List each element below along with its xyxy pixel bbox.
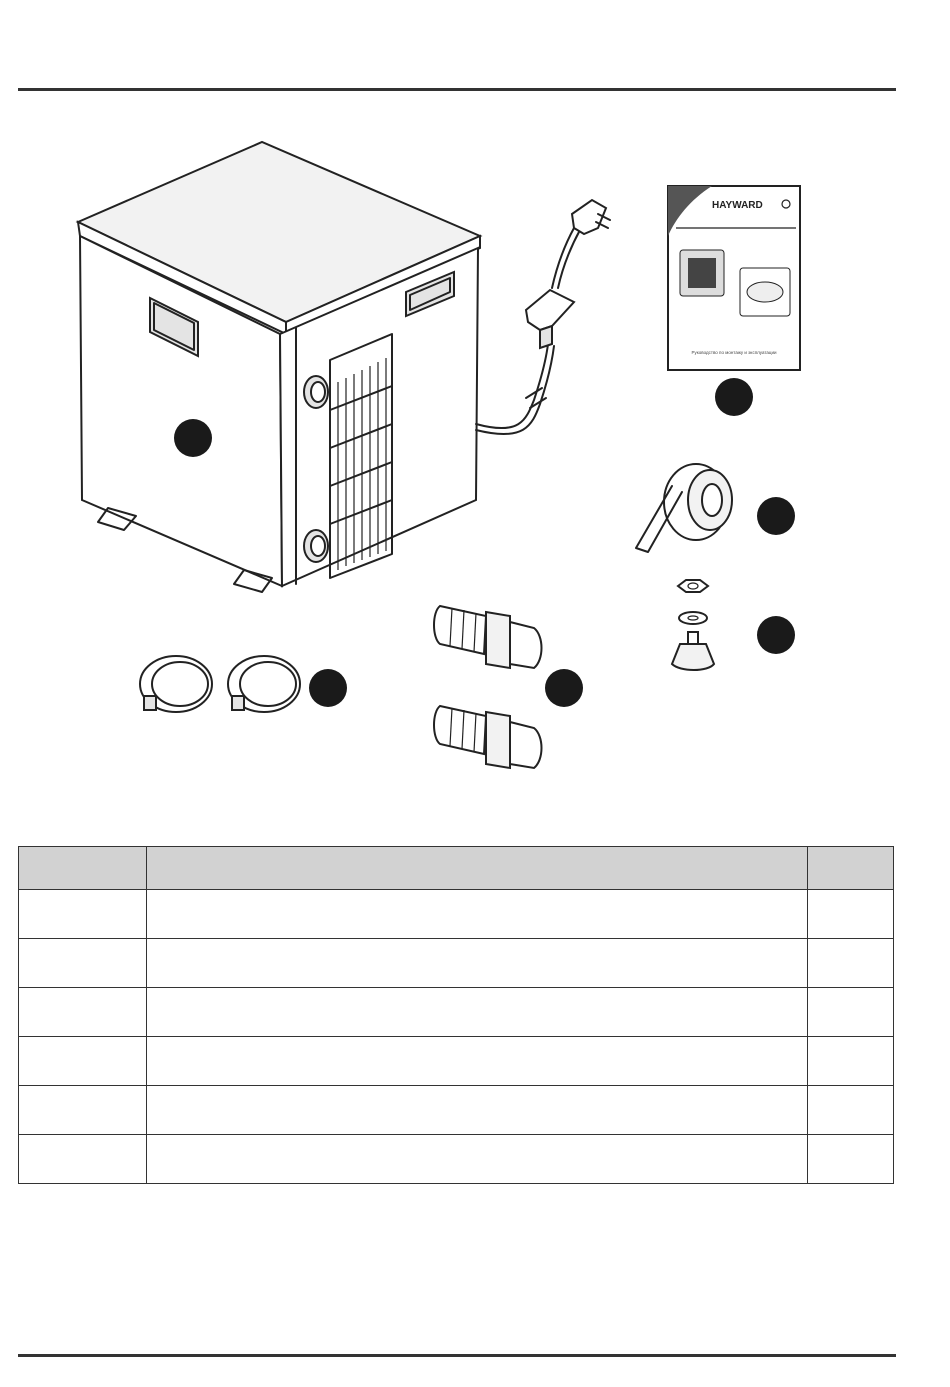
rcd-plug-icon (526, 290, 574, 348)
manual-brand-text: HAYWARD (712, 200, 763, 211)
header-cell (147, 847, 808, 890)
clamp-screw-icon (232, 696, 244, 710)
table-row (19, 939, 894, 988)
table-cell (19, 1135, 147, 1184)
hose-connector-icon (434, 606, 542, 668)
callout-marker (309, 669, 347, 707)
callout-marker (757, 497, 795, 535)
table-header-row (19, 847, 894, 890)
hose-connector-icon (434, 706, 542, 768)
table-row (19, 988, 894, 1037)
table-cell (808, 1135, 894, 1184)
header-cell (808, 847, 894, 890)
nut-icon (678, 580, 708, 592)
manual-booklet (668, 186, 800, 416)
washer-icon (679, 612, 707, 624)
package-contents-illustration (0, 100, 950, 820)
plug-icon (572, 200, 610, 234)
table-cell (808, 890, 894, 939)
table-cell (19, 1086, 147, 1135)
clamp-screw-icon (144, 696, 156, 710)
table-cell (147, 988, 808, 1037)
water-inlet-port (304, 376, 328, 408)
callout-marker (545, 669, 583, 707)
hose-clamps (140, 656, 347, 712)
table-cell (147, 1086, 808, 1135)
table-cell (19, 939, 147, 988)
rubber-foot-icon (672, 632, 714, 670)
manual-caption-text: Руководство по монтажу и эксплуатации (691, 350, 777, 355)
table-cell (808, 939, 894, 988)
heat-pump-unit (78, 142, 480, 592)
table-cell (19, 1037, 147, 1086)
header-cell (19, 847, 147, 890)
table-cell (808, 1086, 894, 1135)
callout-marker (174, 419, 212, 457)
table-cell (808, 988, 894, 1037)
table-row (19, 890, 894, 939)
parts-table (18, 846, 894, 1184)
fixing-kit (672, 580, 795, 670)
table-row (19, 1135, 894, 1184)
bottom-rule (18, 1354, 896, 1357)
top-rule (18, 88, 896, 91)
hose-connectors (434, 606, 583, 768)
teflon-tape-roll (636, 464, 795, 552)
table-cell (147, 890, 808, 939)
callout-marker (715, 378, 753, 416)
water-outlet-port (304, 530, 328, 562)
table-cell (147, 939, 808, 988)
table-cell (147, 1135, 808, 1184)
table-row (19, 1086, 894, 1135)
power-cable (476, 200, 610, 434)
callout-marker (757, 616, 795, 654)
table-row (19, 1037, 894, 1086)
table-cell (808, 1037, 894, 1086)
table-cell (147, 1037, 808, 1086)
table-cell (19, 988, 147, 1037)
table-cell (19, 890, 147, 939)
